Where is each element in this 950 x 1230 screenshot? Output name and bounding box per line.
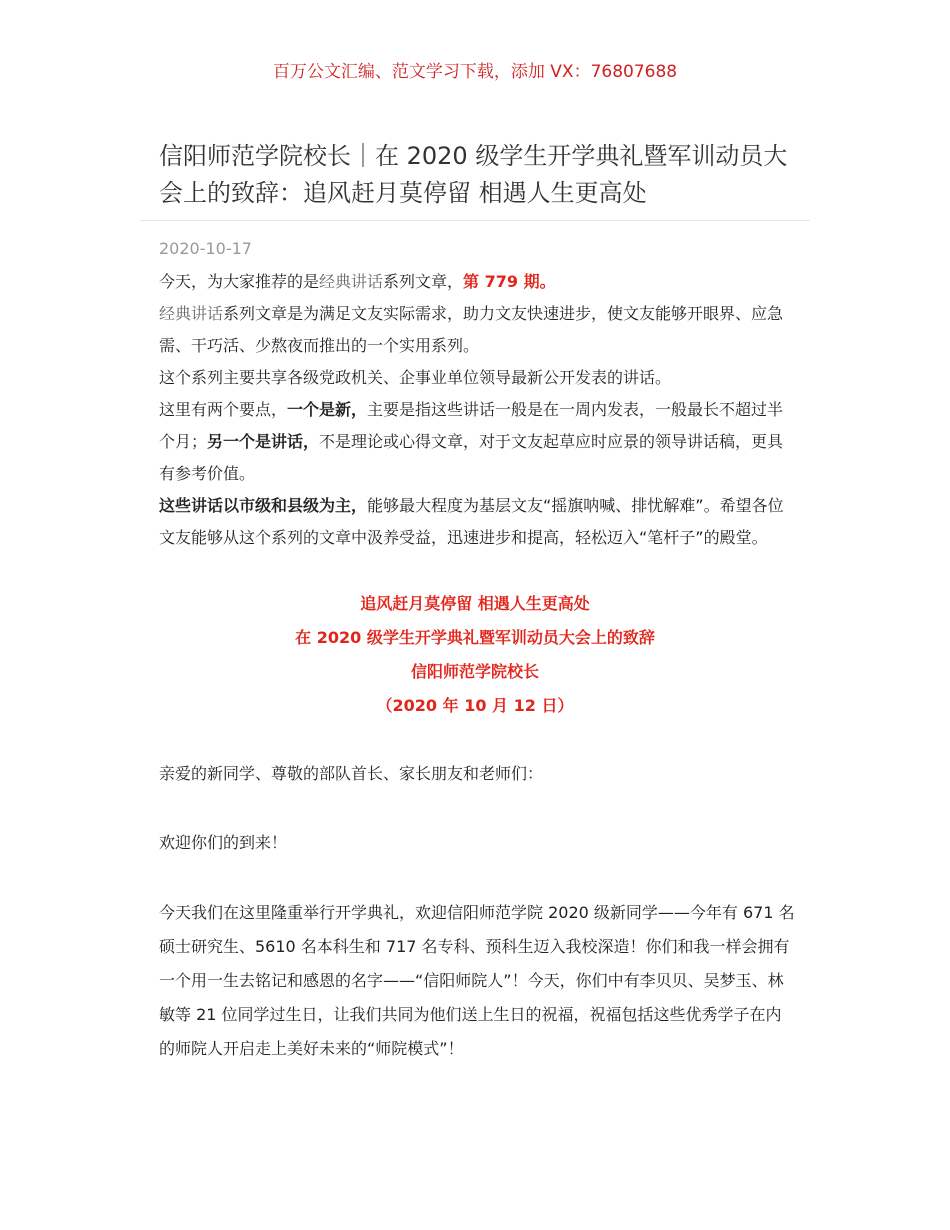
intro-paragraph: 经典讲话系列文章是为满足文友实际需求，助力文友快速进步，使文友能够开眼界、应急需、干巧活、少熬夜而推出的一个实用系列。	[159, 304, 784, 355]
intro-section	[159, 266, 799, 554]
speech-paragraph: 今天我们在这里隆重举行开学典礼，欢迎信阳师范学院 2020 级新同学——今年有 671 名硕士研究生、5610 名本科生和 717 名专科、预科生迈入我校深造！你们和我一样会拥有一个用一生去铭记和感恩的名字——“信阳师院人”！今天，你们中有李贝贝、吴梦玉、林敏等 21 位同学过生日，让我们共同为他们送上生日的祝福，祝福包括这些优秀学子在内的师院人开启走上美好未来的“师院模式”！	[159, 903, 795, 1058]
speech-date: （2020 年 10 月 12 日）	[376, 696, 574, 715]
article-title: 信阳师范学院校长｜在 2020 级学生开学典礼暨军训动员大会上的致辞：追风赶月莫停留 相遇人生更高处	[159, 142, 788, 207]
title-divider	[140, 220, 810, 221]
speech-welcome: 欢迎你们的到来！	[159, 833, 288, 852]
speaker: 信阳师范学院校长	[410, 662, 539, 681]
intro-paragraph: 今天，为大家推荐的是经典讲话系列文章，第 779 期。	[159, 272, 556, 291]
intro-paragraph: 这个系列主要共享各级党政机关、企事业单位领导最新公开发表的讲话。	[159, 368, 672, 387]
publish-date: 2020-10-17	[159, 239, 252, 258]
series-name: 经典讲话	[319, 272, 384, 291]
promo-banner: 百万公文汇编、范文学习下载，添加 VX：76807688	[272, 62, 678, 82]
speech-greeting: 亲爱的新同学、尊敬的部队首长、家长朋友和老师们：	[159, 764, 544, 783]
speech-title: 追风赶月莫停留 相遇人生更高处	[360, 594, 590, 613]
intro-paragraph: 这里有两个要点，一个是新，主要是指这些讲话一般是在一周内发表，一般最长不超过半个月；另一个是讲话，不是理论或心得文章，对于文友起草应时应景的领导讲话稿，更具有参考价值。	[159, 400, 784, 483]
issue-number: 第 779 期。	[463, 272, 556, 291]
speech-subtitle: 在 2020 级学生开学典礼暨军训动员大会上的致辞	[295, 628, 655, 647]
series-name: 经典讲话	[159, 304, 224, 323]
intro-paragraph: 这些讲话以市级和县级为主，能够最大程度为基层文友“摇旗呐喊、排忧解难”。希望各位文友能够从这个系列的文章中汲养受益，迅速进步和提高，轻松迈入“笔杆子”的殿堂。	[159, 496, 784, 547]
